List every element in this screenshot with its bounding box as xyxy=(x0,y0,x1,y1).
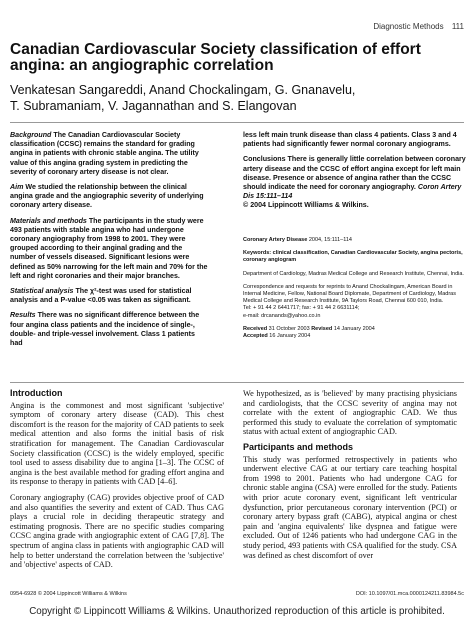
article-metadata xyxy=(243,237,468,346)
footer-doi[interactable]: DOI: 10.1097/01.mca.0000124211.83984.5c xyxy=(355,591,464,597)
methods-paragraph: This study was performed retrospectively in patients who underwent elective CAG at our tertiary care teaching hospital from 1998 to 2001. Patients who had undergone CAG for chronic stable angina (CSA) were enrolled for the study. Patients with prior acute coronary event, significant left ventricular dysfunction, prior percutaneous coronary intervention (PCI) or coronary artery bypass graft (CABG), atypical angina or chest pain and 'angina equivalents' like dyspnea and fatigue were excluded. Out of 1246 patients who had undergone CAG in the study period, 493 patients with CSA qualified for the study. CSA was defined as chest discomfort of over xyxy=(243,454,457,560)
abstract-conclusions: Conclusions There is generally little correlation between coronary artery disease and the CCSC of effort angina except for left main disease. Presence or absence of angina rather than the CCSC should indicate the need for coronary angiography. Coron Artery Dis 15:111–114 © 2004 Lippincott Williams & Wilkins. xyxy=(243,155,466,210)
journal-reference: Coronary Artery Disease 2004, 15:111–114 xyxy=(243,237,352,243)
abstract-methods: Materials and methods The participants in the study were 493 patients with stable angina who had undergone coronary angiography from 1998 to 2001. They were grouped according to their anginal grading and the number of vessels diseased. Significant lesions were defined as 50% narrowing for the left main and 70% for the left and right coronaries and their major branches. xyxy=(10,216,208,280)
copyright-notice: Copyright © Lippincott Williams & Wilkins. Unauthorized reproduction of this article is prohibited. xyxy=(29,606,445,617)
article-title: Canadian Cardiovascular Society classification of effort angina: an angiographic correlation xyxy=(10,41,421,74)
introduction-heading: Introduction xyxy=(10,388,63,398)
section-name: Diagnostic Methods xyxy=(373,22,444,31)
abstract-citation: Coron Artery Dis 15:111–114 xyxy=(243,183,462,201)
hypothesis-paragraph: We hypothesized, as is 'believed' by many practising physicians and cardiologists, that the CCSC severity of angina may not correlate with the extent of angiographic CAD. We thus performed this study to evaluate the correlation of symptomatic status with actual extent of angiographic CAD. xyxy=(243,389,457,437)
contact-phone: Tel: + 91 44 2 6441717; fax: + 91 44 2 6631114; xyxy=(243,305,360,312)
contact-email[interactable]: e-mail: drcanands@yahoo.co.in xyxy=(243,312,321,319)
title-divider xyxy=(10,122,464,123)
keywords: Keywords: clinical classification, Canadian Cardiovascular Society, angina pectoris, coronary angiogram xyxy=(243,250,463,264)
abstract-background: Background The Canadian Cardiovascular Society classification (CCSC) remains the standard for grading angina in patients with chronic stable angina. The utility value of this angina grading system in predicting the severity of coronary artery disease is not clear. xyxy=(10,131,199,176)
abstract-aim: Aim We studied the relationship between the clinical angina grade and the angiographic severity of underlying coronary artery disease. xyxy=(10,183,204,210)
correspondence: Correspondence and requests for reprints to Anand Chockalingam, American Board in Internal Medicine, Fellow, National Board Diplomate, Department of Cardiology, Madras Medical College and Research Institute, 9A Taylors Road, Chennai 600 010, India. Tel: + 91 44 2 6441717; fax: + 91 44 2 6631114; e-mail: drcanands@yahoo.co.in xyxy=(243,283,456,319)
introduction-paragraph-2: Coronary angiography (CAG) provides objective proof of CAD and also quantifies the severity and extent of CAD. Thus CAG plays a crucial role in deciding therapeutic strategy and estimating prognosis. There are no specific studies comparing CCSC angina grade with angiographic extent of CAG [7,8]. The spectrum of angina class in patients with angiographic CAD will help to better understand the correlation between the 'subjective' and 'objective' aspects of CAD. xyxy=(10,492,224,570)
authors-line-1: Venkatesan Sangareddi, Anand Chockalingam, G. Gnanavelu, xyxy=(10,83,356,97)
abstract-statistics: Statistical analysis The χ²-test was used for statistical analysis and a P-value <0.05 was taken as significant. xyxy=(10,287,192,305)
affiliation: Department of Cardiology, Madras Medical College and Research Institute, Chennai, India. xyxy=(243,270,464,277)
abstract-left xyxy=(10,131,208,354)
abstract-right xyxy=(243,131,468,217)
methods-heading: Participants and methods xyxy=(243,441,354,452)
footer-issn: 0954-6928 © 2004 Lippincott Williams & Wilkins xyxy=(10,591,127,597)
author-list xyxy=(10,82,465,114)
abstract-results-continued: less left main trunk disease than class 4 patients. Class 3 and 4 patients had significantly fewer normal coronary angiograms. xyxy=(243,131,457,149)
authors-line-2: T. Subramaniam, V. Jagannathan and S. Elangovan xyxy=(10,99,297,113)
introduction-paragraph-1: Angina is the commonest and most significant 'subjective' symptom of coronary artery disease (CAD). This chest discomfort is the reason for the majority of CAD patients to seek medical attention and also forms the initial basis of risk stratification for management. The Canadian Cardiovascular Society classification (CCSC) is the widely employed, specific tool used to assess disability due to angina [1–3]. The CCSC of angina is the best available method for grading effort angina and its response to therapy in patients with CAD [4–6]. xyxy=(10,400,224,487)
body-column-left xyxy=(10,389,224,576)
abstract-divider xyxy=(10,382,464,383)
running-header xyxy=(373,22,464,31)
abstract-results: Results There was no significant difference between the four angina class patients and the incidence of single-, double- and triple-vessel involvement. Class 1 patients had xyxy=(10,311,200,348)
body-column-right xyxy=(243,389,457,566)
dates: Received 31 October 2003 Revised 14 January 2004 Accepted 16 January 2004 xyxy=(243,325,375,340)
abstract-copyright: © 2004 Lippincott Williams & Wilkins. xyxy=(243,201,369,210)
page-number: 111 xyxy=(451,22,464,31)
